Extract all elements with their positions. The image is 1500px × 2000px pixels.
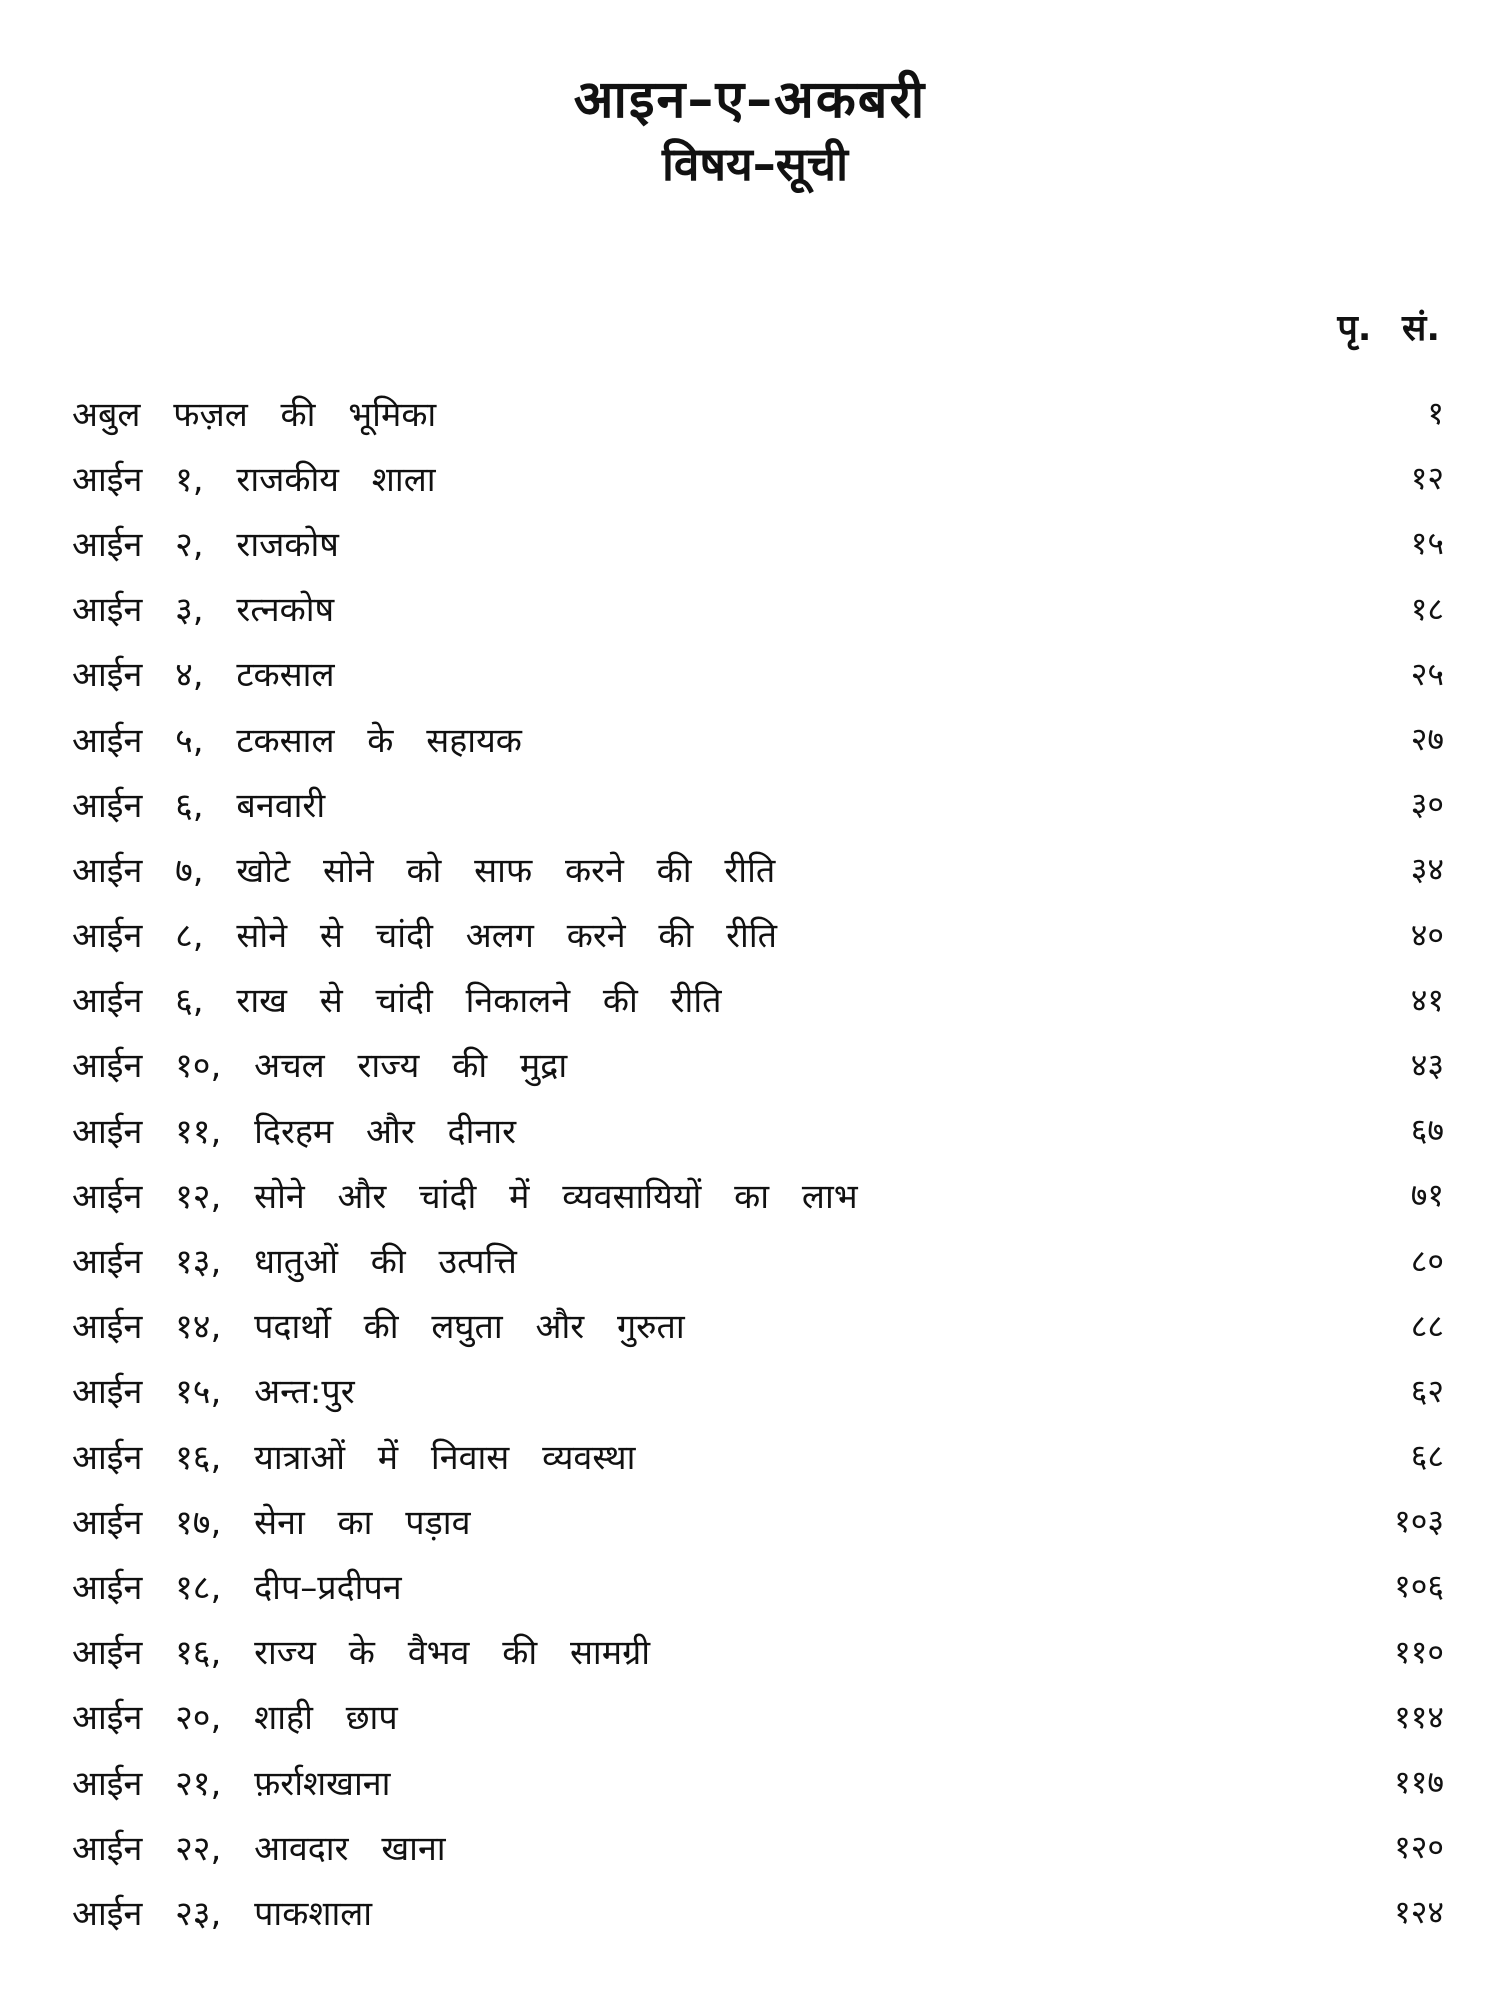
toc-entry-title: आईन ११, दिरहम और दीनार xyxy=(72,1111,516,1152)
toc-entry xyxy=(72,1162,1444,1227)
toc-entry xyxy=(72,510,1444,575)
toc-entry xyxy=(72,1814,1444,1879)
toc-entry-title: आईन ५, टकसाल के सहायक xyxy=(72,720,522,761)
toc-entry-page-number: ४३ xyxy=(1410,1045,1444,1084)
page-number-column-header: पृ. सं. xyxy=(1337,308,1440,349)
toc-entry xyxy=(72,1879,1444,1944)
toc-entry-title: आईन २३, पाकशाला xyxy=(72,1893,373,1934)
toc-entry-page-number: ६७ xyxy=(1410,1111,1444,1150)
toc-entry-page-number: १ xyxy=(1427,394,1444,433)
toc-entry-page-number: २५ xyxy=(1410,654,1444,693)
toc-entry-page-number: १२४ xyxy=(1394,1893,1444,1932)
toc-entry-title: आईन १८, दीप–प्रदीपन xyxy=(72,1567,402,1608)
toc-entry xyxy=(72,706,1444,771)
toc-entry xyxy=(72,836,1444,901)
toc-entry-title: आईन १, राजकीय शाला xyxy=(72,459,436,500)
toc-entry-title: आईन ८, सोने से चांदी अलग करने की रीति xyxy=(72,916,778,957)
toc-entry-title: आईन ६, राख से चांदी निकालने की रीति xyxy=(72,981,722,1022)
toc-entry-page-number: ११७ xyxy=(1394,1763,1444,1802)
toc-entry xyxy=(72,576,1444,641)
toc-entry-page-number: ३० xyxy=(1410,785,1444,824)
toc-entry xyxy=(72,1749,1444,1814)
toc-entry xyxy=(72,1358,1444,1423)
toc-entry xyxy=(72,445,1444,510)
toc-entry-page-number: १८ xyxy=(1410,589,1444,628)
toc-entry xyxy=(72,1553,1444,1618)
toc-entry-title: आईन १४, पदार्थो की लघुता और गुरुता xyxy=(72,1307,685,1348)
toc-entry-title: आईन १३, धातुओं की उत्पत्ति xyxy=(72,1242,517,1283)
toc-entry-page-number: ६२ xyxy=(1410,1371,1444,1410)
toc-entry xyxy=(72,641,1444,706)
toc-entry xyxy=(72,1032,1444,1097)
toc-entry-page-number: ११४ xyxy=(1394,1697,1444,1736)
toc-entry-page-number: १०६ xyxy=(1394,1567,1444,1606)
toc-entry xyxy=(72,771,1444,836)
toc-entry xyxy=(72,1684,1444,1749)
toc-entry xyxy=(72,1619,1444,1684)
toc-entry-page-number: ४० xyxy=(1410,915,1444,954)
toc-entry-page-number: १५ xyxy=(1410,524,1444,563)
toc-entry-page-number: २७ xyxy=(1410,720,1444,759)
toc-entry xyxy=(72,1488,1444,1553)
toc-entry-title: आईन १६, यात्राओं में निवास व्यवस्था xyxy=(72,1437,636,1478)
toc-entry-page-number: ७१ xyxy=(1410,1176,1444,1215)
toc-entry-title: आईन २०, शाही छाप xyxy=(72,1698,398,1739)
document-subtitle: विषय–सूची xyxy=(662,137,848,191)
toc-entry-page-number: ८० xyxy=(1410,1241,1444,1280)
toc-entry-page-number: ६८ xyxy=(1410,1437,1444,1476)
toc-entry-page-number: ११० xyxy=(1394,1632,1444,1671)
toc-entry-title: आईन ३, रत्नकोष xyxy=(72,590,335,631)
table-of-contents xyxy=(72,380,1444,1945)
toc-entry-title: आईन २१, फ़र्राशखाना xyxy=(72,1763,391,1804)
toc-entry-title: अबुल फज़ल की भूमिका xyxy=(72,394,437,435)
toc-entry-page-number: १२ xyxy=(1410,459,1444,498)
toc-entry-title: आईन १५, अन्त:पुर xyxy=(72,1372,355,1413)
toc-entry-page-number: १२० xyxy=(1394,1828,1444,1867)
toc-entry-page-number: ३४ xyxy=(1410,850,1444,889)
toc-entry xyxy=(72,380,1444,445)
toc-entry xyxy=(72,1293,1444,1358)
toc-entry-title: आईन ६, बनवारी xyxy=(72,785,326,826)
toc-entry-title: आईन १७, सेना का पड़ाव xyxy=(72,1502,471,1543)
toc-entry xyxy=(72,1227,1444,1292)
toc-entry-page-number: ८८ xyxy=(1410,1306,1444,1345)
toc-entry xyxy=(72,967,1444,1032)
toc-entry-title: आईन ४, टकसाल xyxy=(72,655,335,696)
toc-entry xyxy=(72,902,1444,967)
toc-entry-page-number: १०३ xyxy=(1394,1502,1444,1541)
toc-entry xyxy=(72,1097,1444,1162)
toc-entry-title: आईन २२, आवदार खाना xyxy=(72,1828,446,1869)
toc-entry-title: आईन २, राजकोष xyxy=(72,524,339,565)
toc-entry xyxy=(72,1423,1444,1488)
toc-entry-title: आईन १२, सोने और चांदी में व्यवसायियों का लाभ xyxy=(72,1176,858,1217)
document-title: आइन–ए–अकबरी xyxy=(573,70,927,130)
toc-entry-page-number: ४१ xyxy=(1410,980,1444,1019)
toc-entry-title: आईन ७, खोटे सोने को साफ करने की रीति xyxy=(72,850,776,891)
toc-entry-title: आईन १६, राज्य के वैभव की सामग्री xyxy=(72,1633,651,1674)
toc-entry-title: आईन १०, अचल राज्य की मुद्रा xyxy=(72,1046,568,1087)
